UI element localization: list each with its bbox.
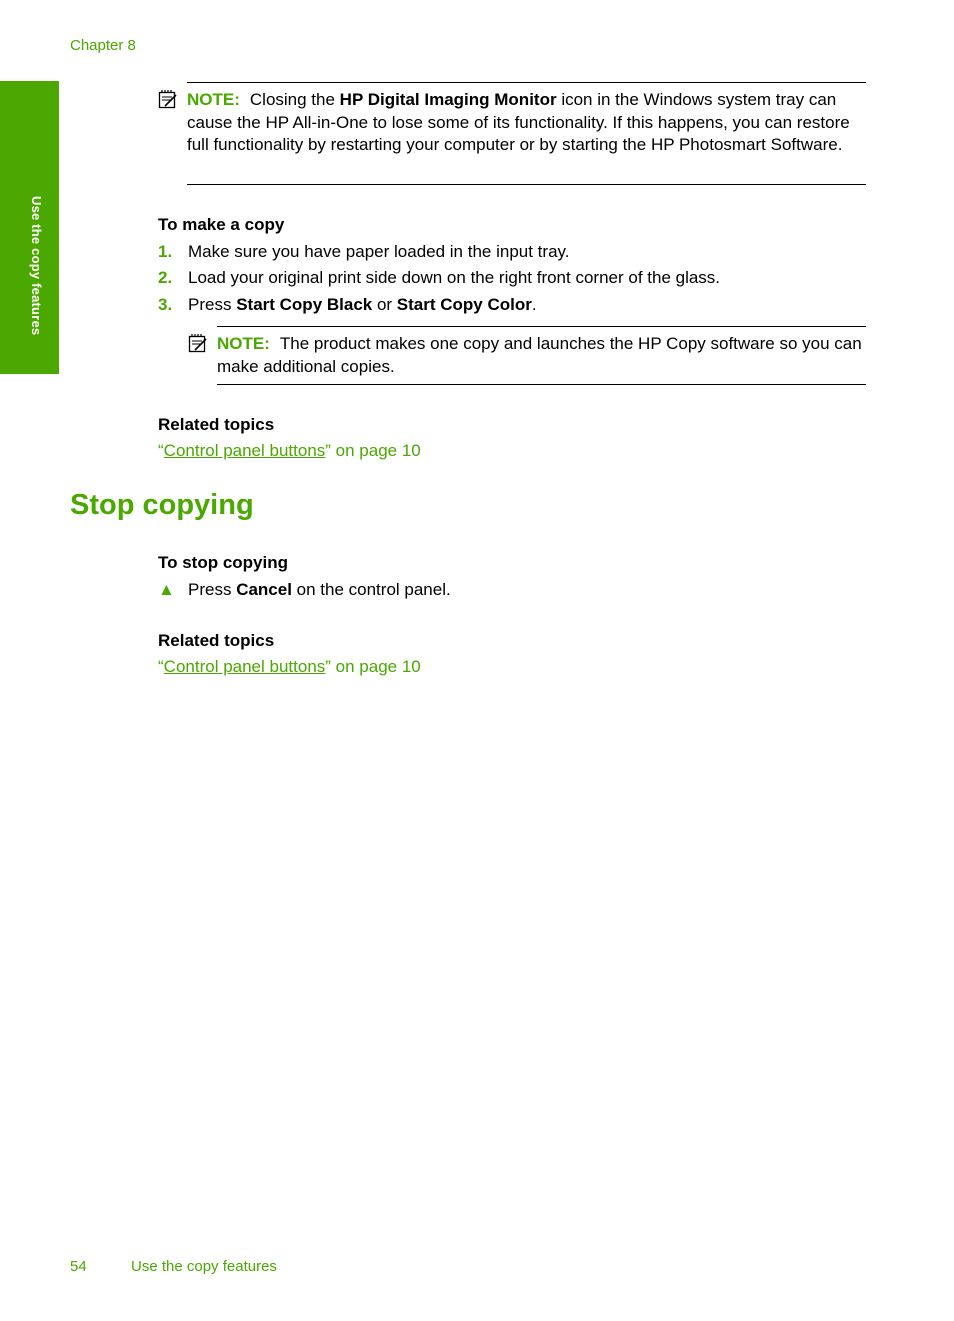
start-copy-color: Start Copy Color — [396, 295, 532, 314]
footer-section: Use the copy features — [131, 1258, 277, 1275]
note-label: NOTE: — [217, 334, 270, 353]
link-text[interactable]: Control panel buttons — [163, 441, 326, 460]
step-text: Load your original print side down on the right front corner of the glass. — [188, 268, 721, 287]
note-label: NOTE: — [187, 90, 240, 109]
section-title: Stop copying — [70, 489, 254, 521]
note-bold: HP Digital Imaging Monitor — [339, 90, 557, 109]
triangle-bullet-icon: ▲ — [158, 580, 175, 599]
related-link[interactable]: “Control panel buttons” on page 10 — [158, 657, 421, 676]
step-number: 2. — [158, 268, 173, 287]
chapter-header: Chapter 8 — [70, 37, 136, 54]
note-text-rest: icon in the Windows system tray can cause the HP All-in-One to lose some of its functionality. If this happens, you can restore full functionality by restarting your computer or by starting the HP Photosmart Software. — [187, 90, 850, 154]
related-topics-heading: Related topics — [158, 415, 275, 434]
step-text: Make sure you have paper loaded in the input tray. — [188, 242, 570, 261]
related-link[interactable]: “Control panel buttons” on page 10 — [158, 441, 421, 460]
link-text[interactable]: Control panel buttons — [163, 657, 326, 676]
stop-copy-heading: To stop copying — [158, 553, 289, 572]
start-copy-black: Start Copy Black — [236, 295, 373, 314]
note-icon — [158, 89, 178, 109]
note-box — [217, 326, 866, 385]
step-number: 3. — [158, 295, 173, 314]
page-number: 54 — [70, 1258, 87, 1275]
step-text: Press Start Copy Black or Start Copy Color. — [188, 295, 537, 314]
related-topics-heading: Related topics — [158, 631, 275, 650]
note-text: Closing the — [249, 90, 340, 109]
note-text: The product makes one copy and launches the HP Copy software so you can make additional copies. — [217, 334, 862, 376]
step-number: 1. — [158, 242, 173, 261]
stop-copy-step: Press Cancel on the control panel. — [188, 580, 451, 599]
cancel-label: Cancel — [236, 580, 292, 599]
note-box — [187, 82, 866, 185]
note-icon — [188, 333, 208, 353]
side-tab-label: Use the copy features — [29, 196, 44, 336]
make-copy-heading: To make a copy — [158, 215, 285, 234]
